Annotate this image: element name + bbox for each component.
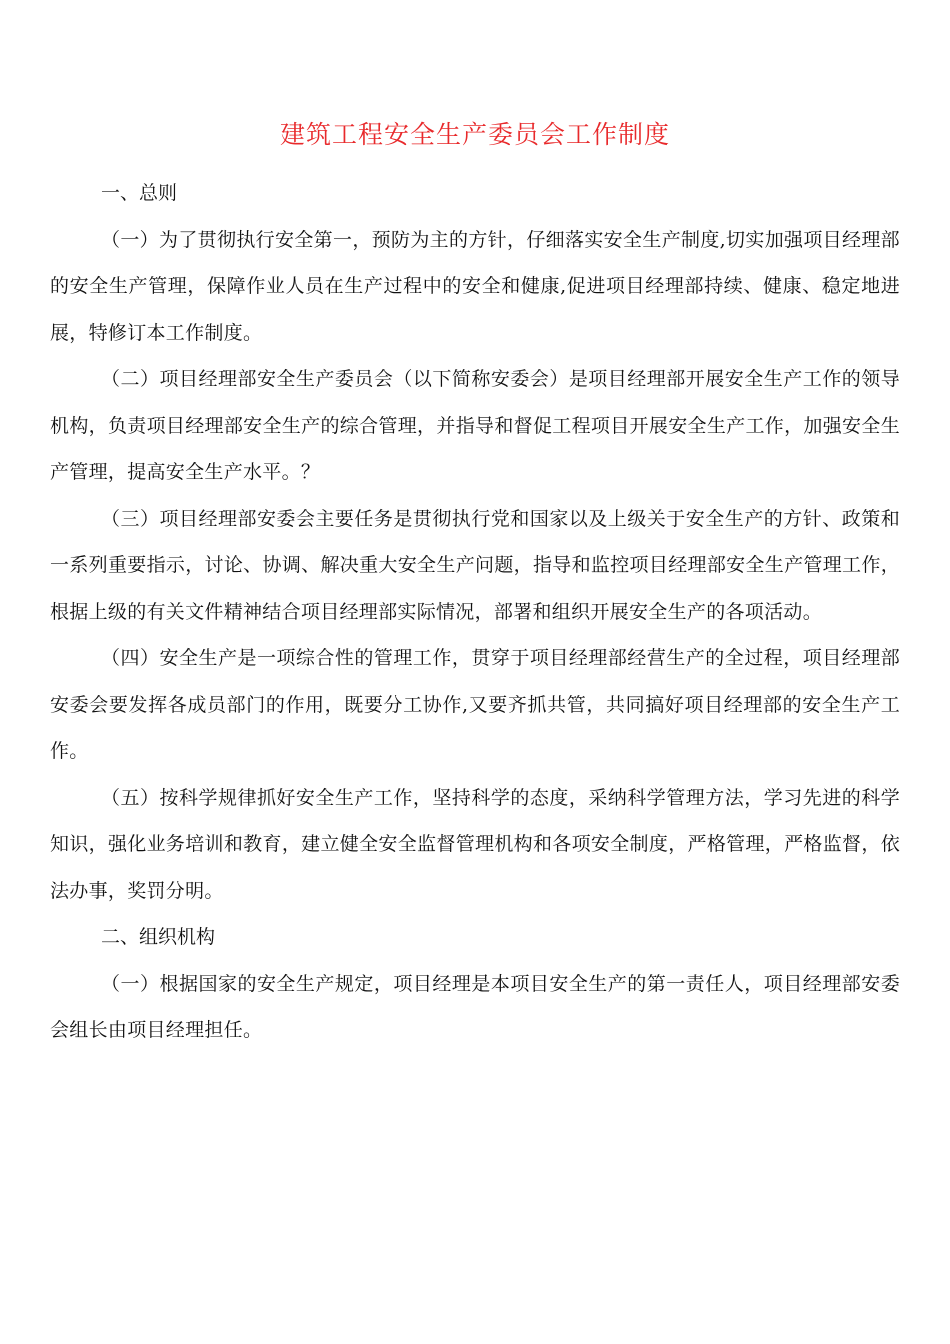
paragraph: （四）安全生产是一项综合性的管理工作，贯穿于项目经理部经营生产的全过程，项目经理部安委会要发挥各成员部门的作用，既要分工协作,又要齐抓共管，共同搞好项目经理部的安全生产工作。 — [50, 647, 900, 762]
section-heading: 一、总则 — [101, 182, 178, 204]
paragraph: （五）按科学规律抓好安全生产工作，坚持科学的态度，采纳科学管理方法，学习先进的科学知识，强化业务培训和教育，建立健全安全监督管理机构和各项安全制度，严格管理，严格监督，依法办事，奖罚分明。 — [50, 786, 900, 902]
paragraph: （二）项目经理部安全生产委员会（以下简称安委会）是项目经理部开展安全生产工作的领导机构，负责项目经理部安全生产的综合管理，并指导和督促工程项目开展安全生产工作，加强安全生产管理，提高安全生产水平。？ — [50, 368, 900, 483]
paragraph: （一）根据国家的安全生产规定，项目经理是本项目安全生产的第一责任人，项目经理部安委会组长由项目经理担任。 — [50, 972, 900, 1041]
section-heading: 二、组织机构 — [101, 926, 216, 948]
paragraph: （一）为了贯彻执行安全第一，预防为主的方针，仔细落实安全生产制度,切实加强项目经理部的安全生产管理，保障作业人员在生产过程中的安全和健康,促进项目经理部持续、健康、稳定地进展，特修订本工作制度。 — [50, 228, 900, 344]
document-title: 建筑工程安全生产委员会工作制度 — [279, 120, 670, 149]
document-body — [50, 170, 900, 1054]
paragraph: （三）项目经理部安委会主要任务是贯彻执行党和国家以及上级关于安全生产的方针、政策和一系列重要指示，讨论、协调、解决重大安全生产问题，指导和监控项目经理部安全生产管理工作，根据上级的有关文件精神结合项目经理部实际情况，部署和组织开展安全生产的各项活动。 — [50, 507, 900, 623]
